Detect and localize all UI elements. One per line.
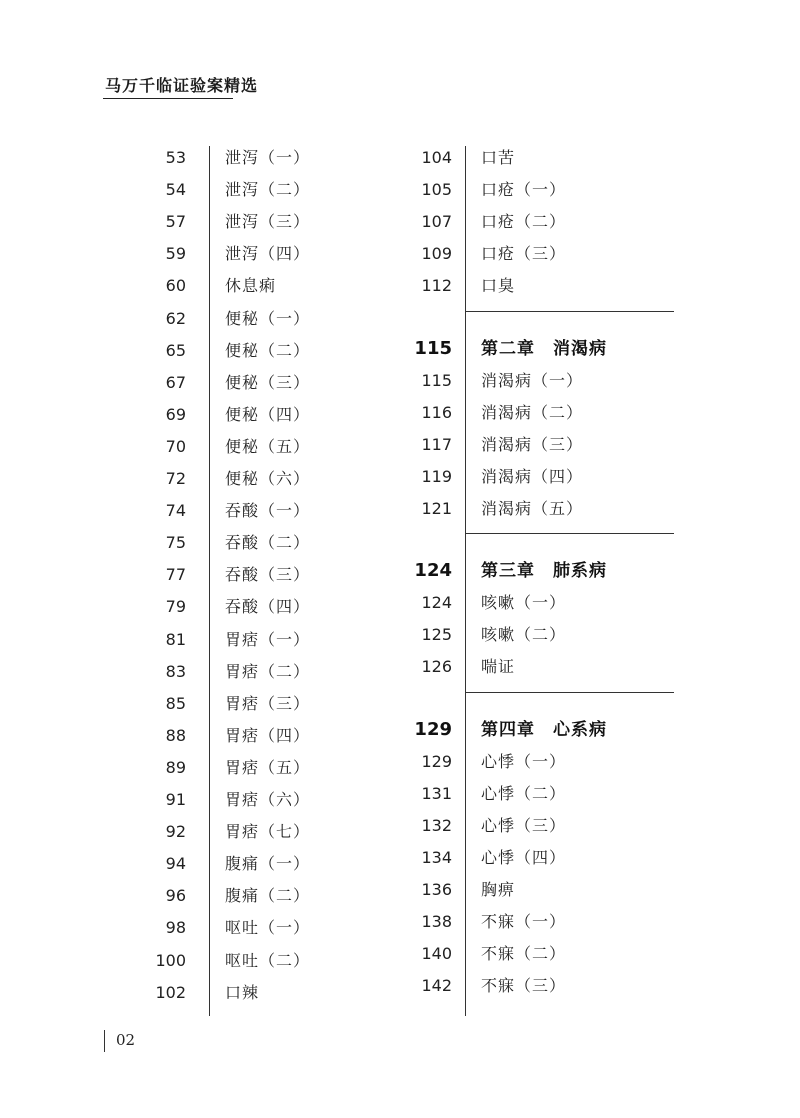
entry-page-number: 92 [165,822,186,841]
chapter-title: 第四章 心系病 [481,720,607,740]
entry-title: 吞酸（四） [225,597,311,616]
entry-page-number: 65 [165,341,186,360]
book-title: 马万千临证验案精选 [105,76,259,95]
entry-title: 便秘（一） [225,309,311,328]
entry-title: 消渴病（一） [481,371,584,390]
entry-page-number: 136 [421,880,452,899]
entry-page-number: 115 [421,371,452,390]
entry-page-number: 81 [165,630,186,649]
entry-title: 胃痞（三） [225,694,311,713]
entry-title: 口疮（二） [481,212,567,231]
entry-title: 泄泻（三） [225,212,311,231]
entry-page-number: 69 [165,405,186,424]
toc-left-column [155,146,311,1016]
entry-page-number: 105 [421,180,452,199]
entry-title: 胃痞（六） [225,790,311,809]
entry-page-number: 75 [165,533,186,552]
header-underline [103,98,233,99]
entry-page-number: 62 [165,309,186,328]
entry-page-number: 131 [421,784,452,803]
entry-title: 便秘（五） [225,437,311,456]
entry-page-number: 117 [421,435,452,454]
entry-title: 不寐（一） [481,912,567,931]
entry-title: 口疮（一） [481,180,567,199]
entry-title: 咳嗽（一） [481,593,567,612]
entry-page-number: 83 [165,662,186,681]
entry-page-number: 89 [165,758,186,777]
entry-page-number: 91 [165,790,186,809]
entry-page-number: 96 [165,886,186,905]
toc-right-column [414,146,607,1016]
entry-page-number: 79 [165,597,186,616]
entry-title: 心悸（三） [481,816,567,835]
entry-page-number: 57 [165,212,186,231]
chapter-page-number: 124 [414,560,452,581]
entry-title: 吞酸（三） [225,565,311,584]
entry-title: 吞酸（一） [225,501,311,520]
entry-page-number: 72 [165,469,186,488]
entry-page-number: 142 [421,976,452,995]
entry-title: 便秘（六） [225,469,311,488]
chapter-divider [466,533,674,534]
entry-title: 腹痛（二） [225,886,311,905]
entry-title: 泄泻（一） [225,148,311,167]
entry-title: 胃痞（四） [225,726,311,745]
entry-title: 消渴病（二） [481,403,584,422]
entry-page-number: 53 [165,148,186,167]
entry-title: 不寐（三） [481,976,567,995]
page-number: 02 [116,1031,136,1049]
entry-title: 消渴病（四） [481,467,584,486]
entry-page-number: 126 [421,657,452,676]
entry-title: 泄泻（二） [225,180,311,199]
entry-page-number: 132 [421,816,452,835]
entry-title: 便秘（三） [225,373,311,392]
entry-title: 胃痞（二） [225,662,311,681]
entry-page-number: 60 [165,276,186,295]
entry-title: 心悸（二） [481,784,567,803]
entry-page-number: 70 [165,437,186,456]
entry-page-number: 88 [165,726,186,745]
entry-title: 口臭 [481,276,516,295]
entry-page-number: 104 [421,148,452,167]
chapter-divider [466,692,674,693]
footer-bar [104,1030,105,1052]
entry-page-number: 121 [421,499,452,518]
entry-page-number: 140 [421,944,452,963]
entry-page-number: 116 [421,403,452,422]
entry-page-number: 112 [421,276,452,295]
entry-title: 心悸（四） [481,848,567,867]
entry-page-number: 107 [421,212,452,231]
entry-title: 不寐（二） [481,944,567,963]
entry-page-number: 94 [165,854,186,873]
entry-page-number: 67 [165,373,186,392]
entry-page-number: 124 [421,593,452,612]
entry-title: 口辣 [225,983,260,1002]
entry-title: 吞酸（二） [225,533,311,552]
entry-title: 呕吐（一） [225,918,311,937]
entry-page-number: 125 [421,625,452,644]
entry-page-number: 119 [421,467,452,486]
entry-title: 口疮（三） [481,244,567,263]
entry-page-number: 74 [165,501,186,520]
entry-page-number: 98 [165,918,186,937]
chapter-title: 第二章 消渴病 [481,339,607,359]
entry-title: 消渴病（三） [481,435,584,454]
entry-page-number: 100 [155,951,186,970]
chapter-divider [466,311,674,312]
entry-title: 胃痞（七） [225,822,311,841]
entry-title: 心悸（一） [481,752,567,771]
entry-title: 便秘（二） [225,341,311,360]
chapter-page-number: 115 [414,338,452,359]
entry-title: 腹痛（一） [225,854,311,873]
entry-page-number: 77 [165,565,186,584]
entry-page-number: 102 [155,983,186,1002]
entry-page-number: 85 [165,694,186,713]
entry-title: 胃痞（一） [225,630,311,649]
entry-page-number: 59 [165,244,186,263]
entry-page-number: 129 [421,752,452,771]
entry-title: 消渴病（五） [481,499,584,518]
entry-title: 泄泻（四） [225,244,311,263]
entry-page-number: 54 [165,180,186,199]
chapter-title: 第三章 肺系病 [481,561,607,581]
entry-page-number: 138 [421,912,452,931]
entry-title: 喘证 [481,657,516,676]
entry-title: 便秘（四） [225,405,311,424]
entry-title: 呕吐（二） [225,951,311,970]
entry-title: 胸痹 [481,880,516,899]
entry-title: 咳嗽（二） [481,625,567,644]
entry-title: 休息痢 [225,276,277,295]
entry-title: 胃痞（五） [225,758,311,777]
entry-title: 口苦 [481,148,516,167]
entry-page-number: 109 [421,244,452,263]
entry-page-number: 134 [421,848,452,867]
chapter-page-number: 129 [414,719,452,740]
